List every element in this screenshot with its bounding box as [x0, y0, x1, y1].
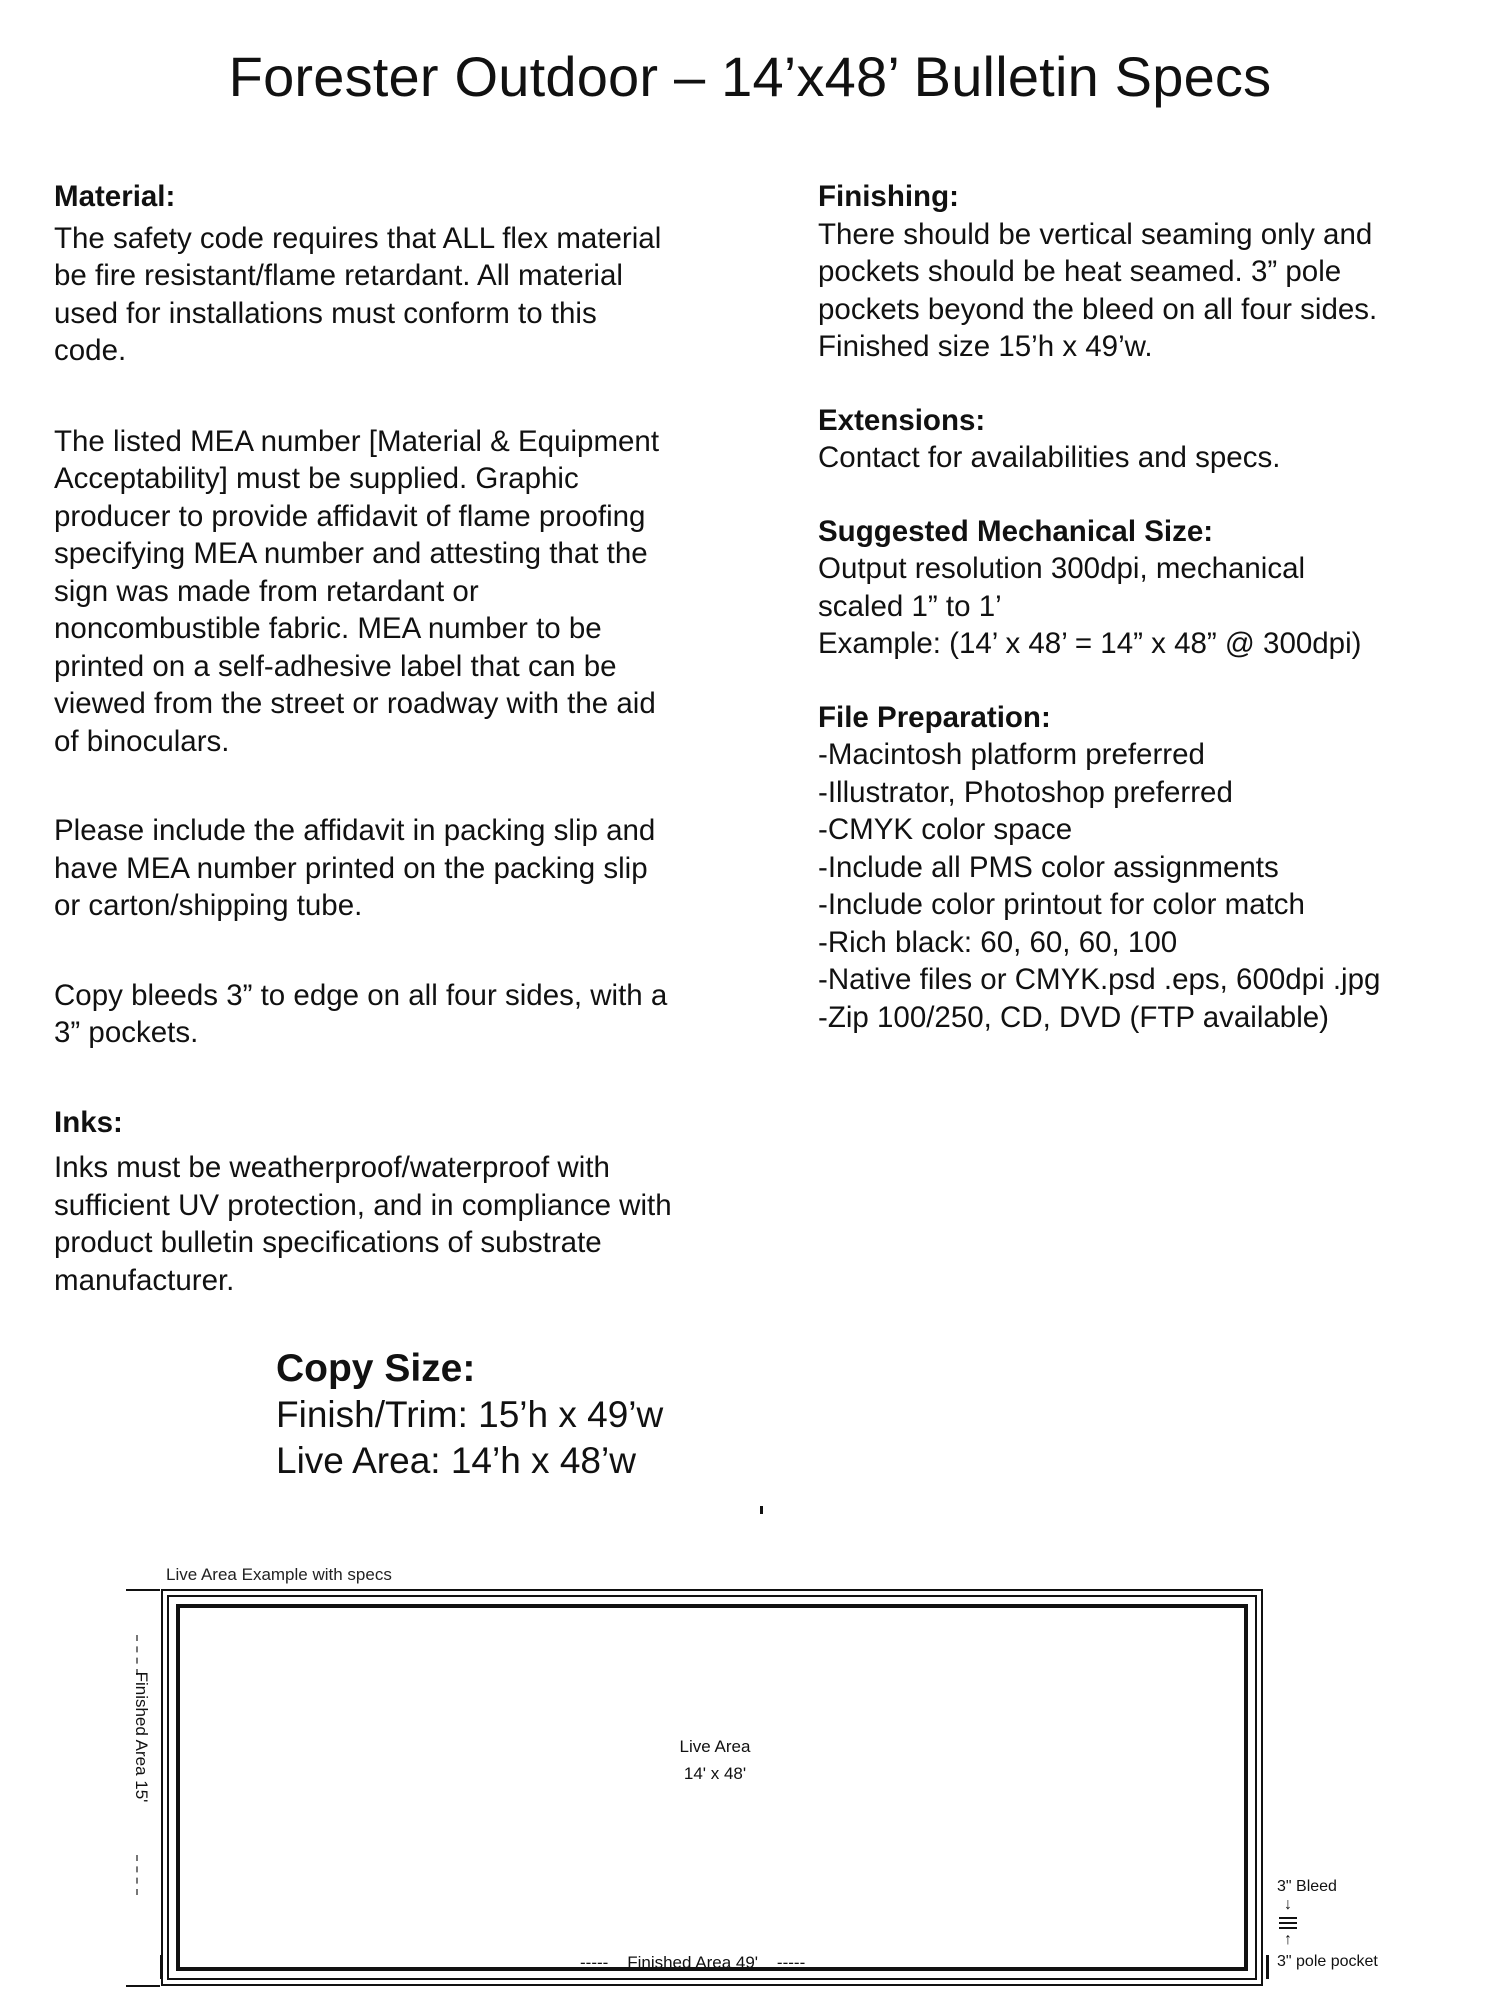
arrow-down-icon: ↓	[1284, 1896, 1292, 1913]
bleed-marker-line-2	[1279, 1922, 1297, 1924]
bleed-label: 3" Bleed	[1277, 1878, 1337, 1895]
right-width-tick	[1266, 1955, 1269, 1979]
live-area-size: Live Area: 14’h x 48’w	[276, 1440, 636, 1481]
material-heading: Material:	[54, 180, 176, 213]
page-title: Forester Outdoor – 14’x48’ Bulletin Specs	[228, 45, 1272, 108]
extensions-heading: Extensions:	[818, 403, 986, 437]
left-column	[54, 178, 734, 1299]
list-item: -Macintosh platform preferred	[818, 738, 1205, 771]
diagram-caption: Live Area Example with specs	[166, 1565, 392, 1584]
finished-area-width-label: ----- Finished Area 49' -----	[580, 1953, 806, 1972]
material-paragraph-2: The listed MEA number [Material & Equipment Acceptability] must be supplied. Graphic producer to provide affidavit of flame proofing specifying MEA number and attesting that the sign was made from retardant or noncombustible fabric. MEA number to be printed on a self-adhesive label that can be viewed from the street or roadway with the aid of binoculars.	[54, 424, 660, 758]
material-paragraph-4: Copy bleeds 3” to edge on all four sides, with a 3” pockets.	[54, 978, 668, 1049]
file-preparation-list	[818, 736, 1498, 1036]
finishing-heading: Finishing:	[818, 180, 959, 213]
inks-heading: Inks:	[54, 1105, 123, 1139]
material-paragraph-3: Please include the affidavit in packing slip and have MEA number printed on the packing slip or carton/shipping tube.	[54, 814, 656, 922]
stray-dot	[760, 1506, 763, 1514]
live-area-label-block	[615, 1733, 815, 1787]
live-area-dimensions: 14' x 48'	[683, 1764, 747, 1783]
live-area-diagram	[0, 1555, 1500, 2000]
bleed-marker-line-1	[1279, 1917, 1297, 1919]
mechanical-paragraph: Output resolution 300dpi, mechanical scaled 1” to 1’ Example: (14’ x 48’ = 14” x 48” @ 300dpi)	[818, 552, 1362, 660]
list-item: -Illustrator, Photoshop preferred	[818, 775, 1233, 809]
extensions-paragraph: Contact for availabilities and specs.	[818, 441, 1281, 474]
list-item: -CMYK color space	[818, 813, 1073, 846]
bottom-dimension-tick	[126, 1985, 160, 1987]
right-column	[818, 178, 1498, 1036]
material-paragraph-1: The safety code requires that ALL flex material be fire resistant/flame retardant. All material used for installations must conform to this code.	[54, 221, 662, 367]
list-item: -Native files or CMYK.psd .eps, 600dpi .jpg	[818, 963, 1381, 996]
mechanical-heading: Suggested Mechanical Size:	[818, 514, 1214, 548]
finish-trim-size: Finish/Trim: 15’h x 49’w	[276, 1394, 664, 1435]
pole-pocket-label: 3" pole pocket	[1277, 1953, 1378, 1970]
finishing-paragraph: There should be vertical seaming only and pockets should be heat seamed. 3” pole pockets beyond the bleed on all four sides. Finished size 15’h x 49’w.	[818, 217, 1378, 363]
file-preparation-heading: File Preparation:	[818, 700, 1051, 734]
inks-paragraph: Inks must be weatherproof/waterproof with sufficient UV protection, and in compliance with product bulletin specifications of substrate manufacturer.	[54, 1151, 672, 1297]
top-dimension-tick	[126, 1589, 160, 1591]
list-item: -Zip 100/250, CD, DVD (FTP available)	[818, 1000, 1329, 1034]
copy-size-heading: Copy Size:	[276, 1347, 476, 1390]
finished-area-height-label: Finished Area 15'	[132, 1671, 151, 1803]
arrow-up-icon: ↑	[1284, 1931, 1292, 1948]
list-item: -Include all PMS color assignments	[818, 850, 1279, 884]
bleed-marker-line-3	[1279, 1927, 1297, 1929]
live-area-frame	[176, 1604, 1248, 1971]
live-area-label: Live Area	[679, 1737, 751, 1756]
list-item: -Include color printout for color match	[818, 888, 1305, 921]
list-item: -Rich black: 60, 60, 60, 100	[818, 925, 1178, 959]
copy-size-block	[276, 1346, 663, 1484]
left-width-tick	[160, 1955, 163, 1979]
side-dash-bottom	[136, 1855, 138, 1895]
